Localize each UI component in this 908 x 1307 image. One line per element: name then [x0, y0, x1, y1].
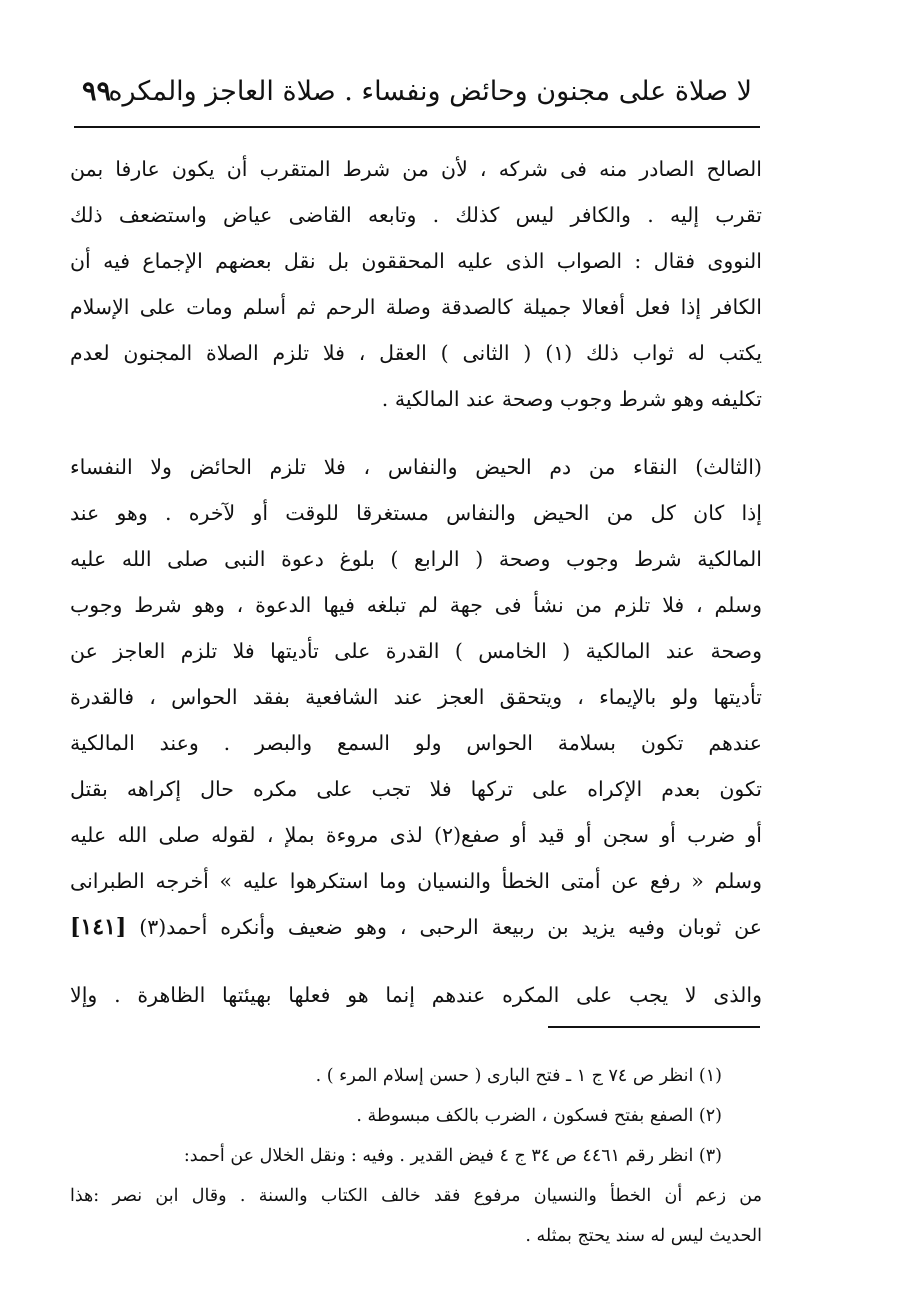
footnote-rule — [548, 1026, 760, 1028]
text-line: عندهم تكون بسلامة الحواس ولو السمع والبصر . وعند المالكية — [70, 731, 762, 755]
text-line: عن ثوبان وفيه يزيد بن ربيعة الرحبى ، وهو ضعيف وأنكره أحمد(٣) — [139, 915, 762, 939]
text-line: المالكية شرط وجوب وصحة ( الرابع ) بلوغ دعوة النبى صلى الله عليه — [70, 547, 762, 571]
footnote-3-continuation: الحديث ليس له سند يحتج بمثله . — [525, 1226, 762, 1246]
footnote-line — [70, 1096, 762, 1136]
footnote-1: (١) انظر ص ٧٤ ج ١ ـ فتح البارى ( حسن إسلام المرء ) . — [315, 1066, 722, 1086]
text-line: (الثالث) النقاء من دم الحيض والنفاس ، فلا تلزم الحائض ولا النفساء — [70, 455, 762, 479]
text-line: وسلم « رفع عن أمتى الخطأ والنسيان وما استكرهوا عليه » أخرجه الطبرانى — [70, 869, 762, 893]
running-header — [74, 72, 760, 118]
main-text — [70, 146, 762, 1018]
paragraph-gap — [70, 422, 762, 444]
text-line: يكتب له ثواب ذلك (١) ( الثانى ) العقل ، فلا تلزم الصلاة المجنون لعدم — [70, 341, 762, 365]
running-title: لا صلاة على مجنون وحائض ونفساء . صلاة العاجز والمكره — [108, 76, 752, 107]
footnotes — [70, 1056, 762, 1256]
hadith-reference-number: [١٤١] — [70, 914, 127, 940]
footnote-2: (٢) الصفع بفتح فسكون ، الضرب بالكف مبسوطة . — [356, 1106, 722, 1126]
footnote-line — [70, 1136, 762, 1176]
page-number: ٩٩ — [82, 76, 112, 107]
text-line: إذا كان كل من الحيض والنفاس مستغرقا للوقت أو لآخره . وهو عند — [70, 501, 762, 525]
text-line-with-ref — [70, 904, 762, 950]
footnote-3: (٣) انظر رقم ٤٤٦١ ص ٣٤ ج ٤ فيض القدير . وفيه : ونقل الخلال عن أحمد: — [183, 1146, 722, 1166]
footnote-line — [70, 1056, 762, 1096]
text-line: الصالح الصادر منه فى شركه ، لأن من شرط المتقرب أن يكون عارفا بمن — [70, 157, 762, 181]
text-line: تقرب إليه . والكافر ليس كذلك . وتابعه القاضى عياض واستضعف ذلك — [70, 203, 762, 227]
footnote-3-continuation: من زعم أن الخطأ والنسيان مرفوع فقد خالف الكتاب والسنة . وقال ابن نصر :هذا — [70, 1186, 762, 1206]
text-line: وسلم ، فلا تلزم من نشأ فى جهة لم تبلغه فيها الدعوة ، وهو شرط وجوب — [70, 593, 762, 617]
text-line: والذى لا يجب على المكره عندهم إنما هو فعلها بهيئتها الظاهرة . وإلا — [70, 983, 762, 1007]
text-line: الكافر إذا فعل أفعالا جميلة كالصدقة وصلة الرحم ثم أسلم ومات على الإسلام — [70, 295, 762, 319]
text-line: وصحة عند المالكية ( الخامس ) القدرة على تأديتها فلا تلزم العاجز عن — [70, 639, 762, 663]
text-line: تكون بعدم الإكراه على تركها فلا تجب على مكره حال إكراهه بقتل — [70, 777, 762, 801]
text-line: تكليفه وهو شرط وجوب وصحة عند المالكية . — [381, 387, 762, 411]
text-line: تأديتها ولو بالإيماء ، ويتحقق العجز عند الشافعية بفقد الحواس ، فالقدرة — [70, 685, 762, 709]
header-rule — [74, 126, 760, 128]
text-line: أو ضرب أو سجن أو قيد أو صفع(٢) لذى مروءة بملإ ، لقوله صلى الله عليه — [70, 823, 762, 847]
paragraph-gap — [70, 950, 762, 972]
text-line: النووى فقال : الصواب الذى عليه المحققون بل نقل بعضهم الإجماع فيه أن — [70, 249, 762, 273]
